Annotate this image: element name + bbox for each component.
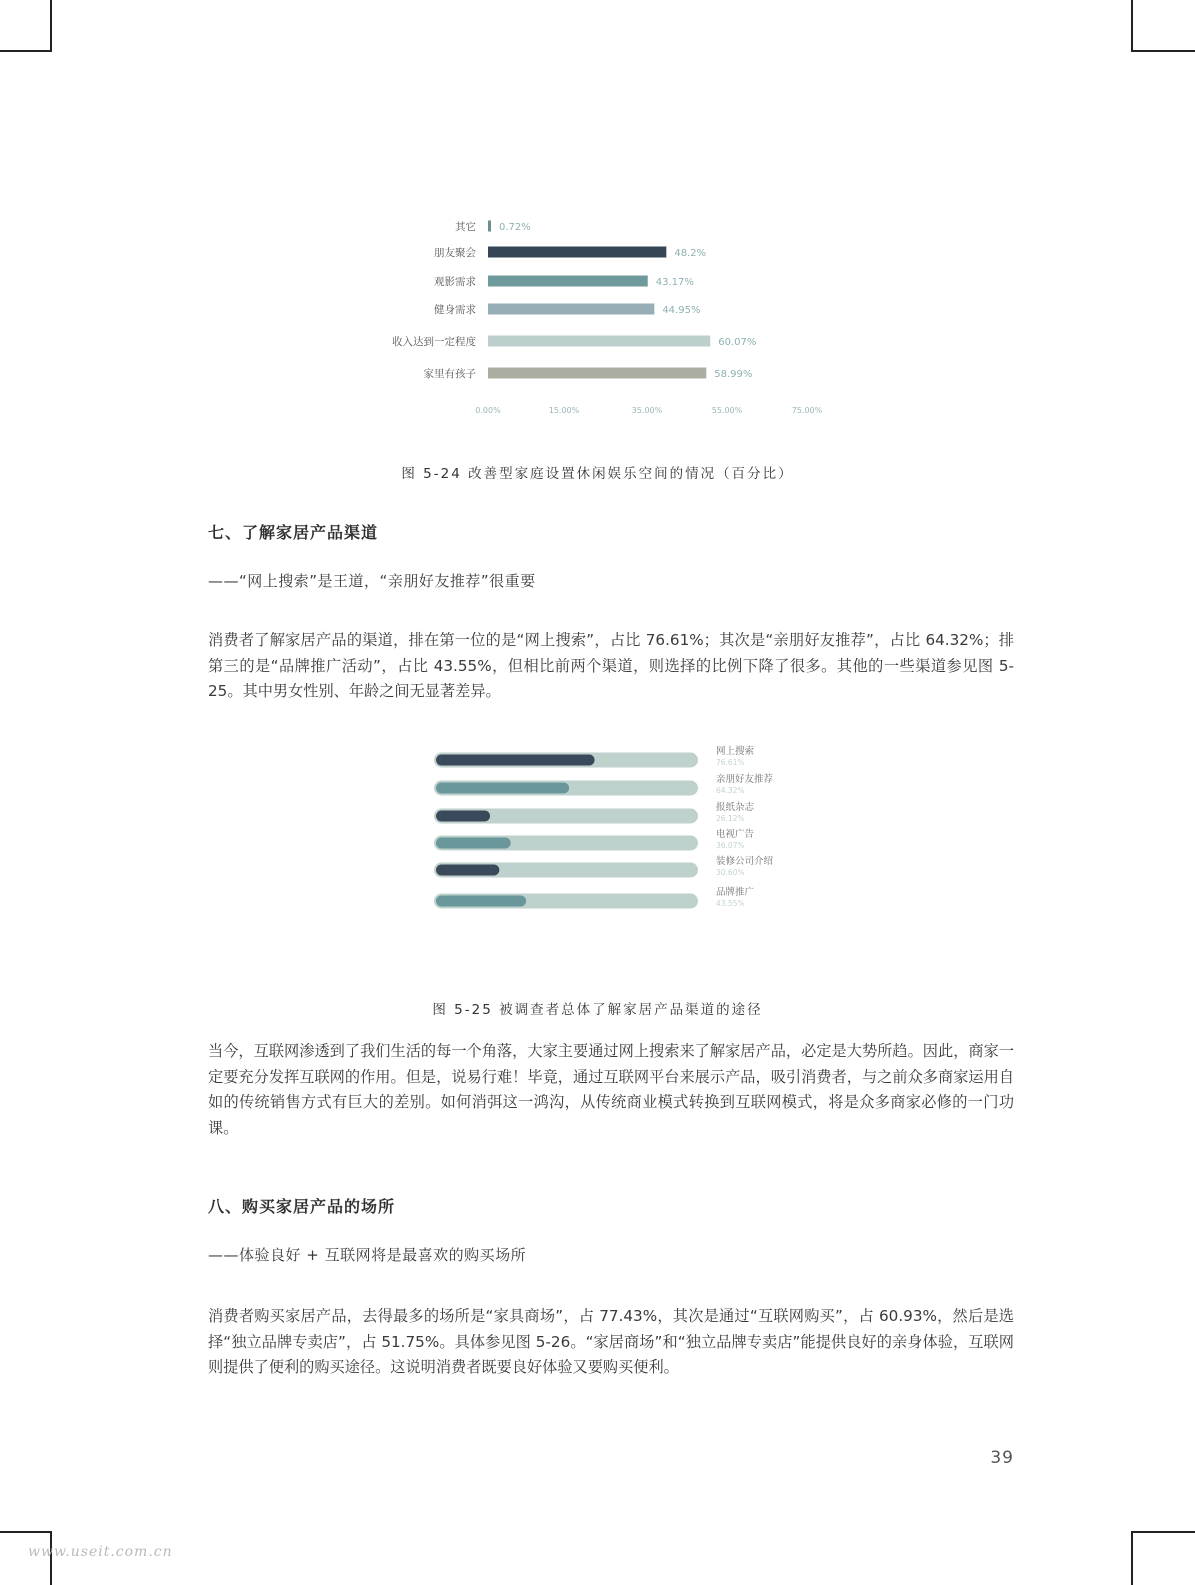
x-tick-label: 35.00% [631,406,663,415]
bar [488,221,491,232]
x-tick-label: 75.00% [791,406,823,415]
section-8-heading: 八、购买家居产品的场所 [208,1197,396,1216]
figure-5-24-caption: 图 5-24 改善型家庭设置休闲娱乐空间的情况（百分比） [401,466,794,482]
crop-mark-bottom-left-h [0,1531,52,1533]
crop-mark-bottom-right-h [1131,1531,1195,1533]
bar [488,304,654,315]
category-label: 网上搜索 [716,746,755,757]
section-8-subheading: ——体验良好 + 互联网将是最喜欢的购买场所 [208,1246,527,1264]
bar [488,368,706,379]
value-label: 60.07% [718,337,757,348]
internet-paragraph: 当今，互联网渗透到了我们生活的每一个角落，大家主要通过网上搜索来了解家居产品，必定是大势所趋。因此，商家一定要充分发挥互联网的作用。但是，说易行难！毕竟，通过互联网平台来展示产品，吸引消费者，与之前众多商家运用自如的传统销售方式有巨大的差别。如何消弭这一鸿沟，从传统商业模式转换到互联网模式，将是众多商家必修的一门功课。 [208,1042,1014,1137]
crop-mark-top-right-v [1131,0,1133,52]
category-label: 家里有孩子 [423,368,476,380]
x-tick-label: 0.00% [475,406,501,415]
category-label: 装修公司介绍 [716,856,774,867]
bar-fill [436,838,511,849]
value-label: 43.17% [655,277,694,288]
bar-fill [436,865,499,876]
section-7-paragraph: 消费者了解家居产品的渠道，排在第一位的是“网上搜索”，占比 76.61%；其次是“亲朋好友推荐”，占比 64.32%；排第三的是“品牌推广活动”，占比 43.55%，但相比前两个渠道，则选择的比例下降了很多。其他的一些渠道参见图 5-25。其中男女性别、年龄之间无显著差异。 [208,631,1014,700]
crop-mark-top-right-h [1131,50,1195,52]
category-label: 品牌推广 [716,887,755,898]
category-label: 其它 [455,221,476,233]
category-label: 电视广告 [716,829,755,840]
category-label: 观影需求 [434,276,476,288]
bar-fill [436,783,569,794]
value-label: 36.07% [716,841,745,850]
value-label: 30.60% [716,868,745,877]
value-label: 26.12% [716,814,745,823]
value-label: 76.61% [716,758,745,767]
value-label: 48.2% [674,248,707,259]
category-label: 健身需求 [434,304,476,316]
bar [488,276,648,287]
bar-fill [436,755,595,766]
crop-mark-bottom-right-v [1131,1531,1133,1585]
figure-5-25-caption: 图 5-25 被调查者总体了解家居产品渠道的途径 [432,1002,763,1018]
bar [488,247,666,258]
category-label: 朋友聚会 [434,247,476,259]
page-number: 39 [990,1448,1014,1468]
section-8-paragraph: 消费者购买家居产品，去得最多的场所是“家具商场”，占 77.43%，其次是通过“互联网购买”，占 60.93%，然后是选择“独立品牌专卖店”，占 51.75%。具体参见图 5-26。“家居商场”和“独立品牌专卖店”能提供良好的亲身体验，互联网则提供了便利的购买途径。这说明消费者既要良好体验又要购买便利。 [208,1307,1014,1376]
bar-fill [436,811,490,822]
value-label: 0.72% [499,222,531,233]
value-label: 44.95% [662,305,701,316]
info-channel-bar-chart [0,740,1195,920]
section-7-heading: 七、了解家居产品渠道 [208,523,379,542]
category-label: 报纸杂志 [716,802,755,813]
value-label: 58.99% [714,369,753,380]
watermark: www.useit.com.cn [28,1544,173,1560]
crop-mark-top-left-h [0,50,52,52]
crop-mark-top-left-v [50,0,52,52]
category-label: 收入达到一定程度 [392,336,476,348]
leisure-space-bar-chart [0,200,1195,430]
x-tick-label: 15.00% [548,406,580,415]
bar-fill [436,896,526,907]
value-label: 43.55% [716,899,745,908]
category-label: 亲朋好友推荐 [716,774,774,785]
x-tick-label: 55.00% [711,406,743,415]
section-7-subheading: ——“网上搜索”是王道，“亲朋好友推荐”很重要 [208,572,536,590]
bar [488,336,710,347]
value-label: 64.32% [716,786,745,795]
